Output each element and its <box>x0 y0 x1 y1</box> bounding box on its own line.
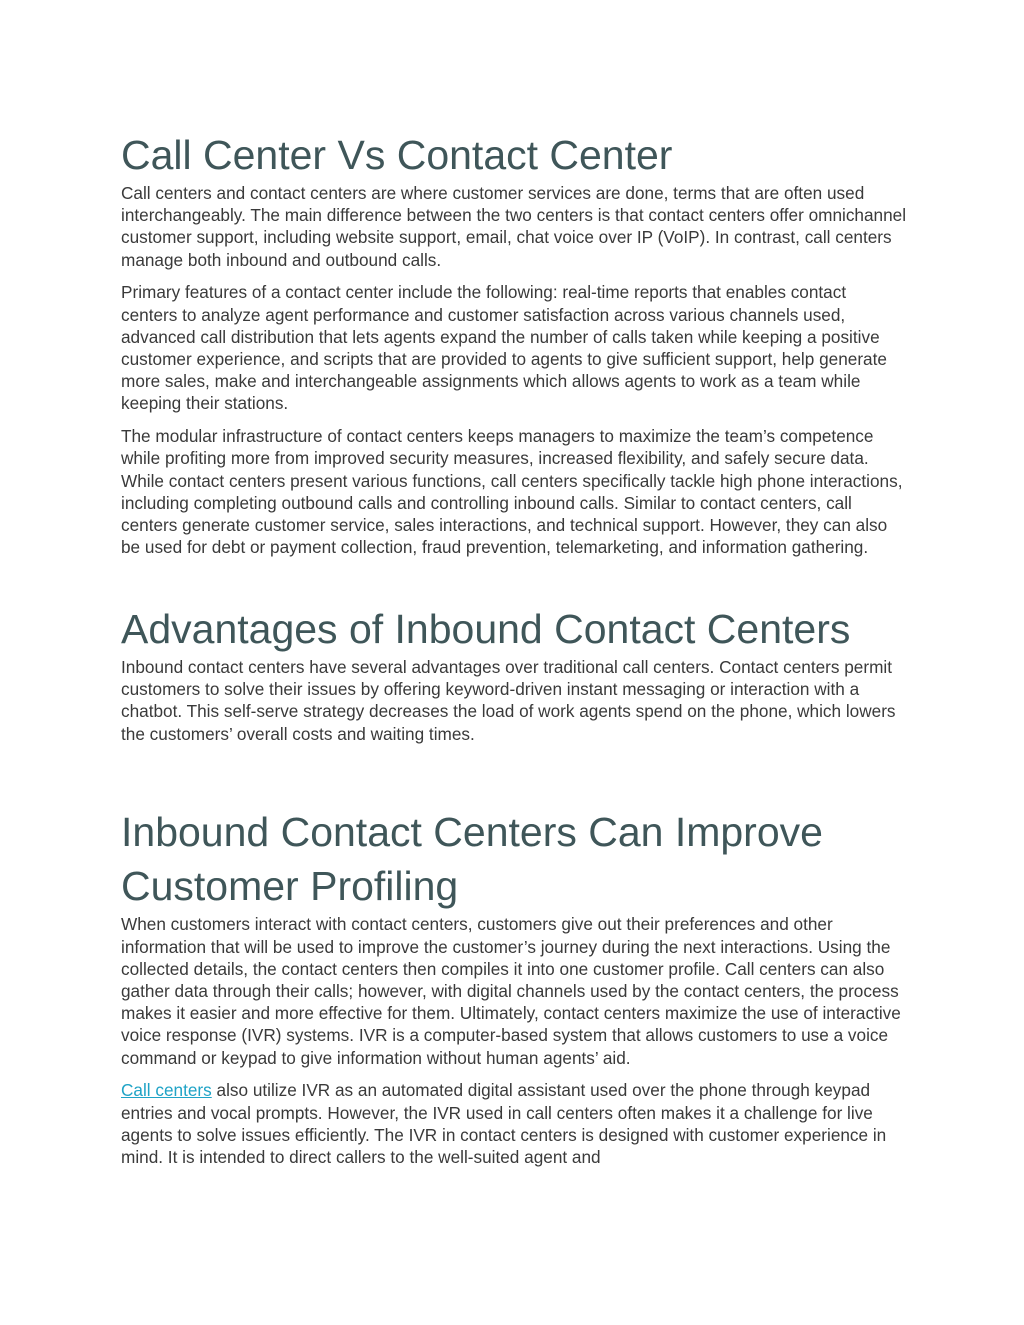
call-centers-link[interactable]: Call centers <box>121 1080 212 1101</box>
paragraph: Call centers and contact centers are where customer services are done, terms that are often used interchangeably. The main difference between the two centers is that contact centers offer omnichannel customer support, including website support, email, chat voice over IP (VoIP). In contrast, call centers manage both inbound and outbound calls. <box>121 183 907 270</box>
section-heading: Advantages of Inbound Contact Centers <box>121 606 851 653</box>
paragraph: Primary features of a contact center include the following: real-time reports that enables contact centers to analyze agent performance and customer satisfaction across various channels used, advanced call distribution that lets agents expand the number of calls taken while keeping a positive customer experience, and scripts that are provided to agents to give sufficient support, help generate more sales, make and interchangeable assignments which allows agents to work as a team while keeping their stations. <box>121 282 887 414</box>
section-heading: Inbound Contact Centers Can Improve Customer Profiling <box>121 809 823 910</box>
section-advantages-inbound <box>121 602 907 745</box>
section-spacer <box>121 569 907 602</box>
section-customer-profiling <box>121 805 907 1168</box>
paragraph-with-link <box>121 1079 907 1168</box>
section-spacer <box>121 755 907 805</box>
section-call-center-vs-contact-center <box>121 128 907 558</box>
section-heading: Call Center Vs Contact Center <box>121 132 673 178</box>
paragraph: When customers interact with contact centers, customers give out their preferences and other information that will be used to improve the customer’s journey during the next interactions. Using the collected details, the contact centers then compiles it into one customer profile. Call centers can also gather data through their calls; however, with digital channels used by the contact centers, the process makes it easier and more effective for them. Ultimately, contact centers maximize the use of interactive voice response (IVR) systems. IVR is a computer-based system that allows customers to use a voice command or keypad to give information without human agents’ aid. <box>121 914 901 1068</box>
paragraph-text: also utilize IVR as an automated digital assistant used over the phone through keypad entries and vocal prompts. However, the IVR used in call centers often makes it a challenge for live agents to solve issues efficiently. The IVR in contact centers is designed with customer experience in mind. It is intended to direct callers to the well-suited agent and <box>121 1080 887 1168</box>
paragraph: Inbound contact centers have several advantages over traditional call centers. Contact centers permit customers to solve their issues by offering keyword-driven instant messaging or interaction with a chatbot. This self-serve strategy decreases the load of work agents spend on the phone, which lowers the customers’ overall costs and waiting times. <box>121 657 896 744</box>
paragraph: The modular infrastructure of contact centers keeps managers to maximize the team’s competence while profiting more from improved security measures, increased flexibility, and safely secure data. While contact centers present various functions, call centers specifically tackle high phone interactions, including completing outbound calls and controlling inbound calls. Similar to contact centers, call centers generate customer service, sales interactions, and technical support. However, they can also be used for debt or payment collection, fraud prevention, telemarketing, and information gathering. <box>121 426 903 558</box>
document-page <box>121 128 907 1179</box>
